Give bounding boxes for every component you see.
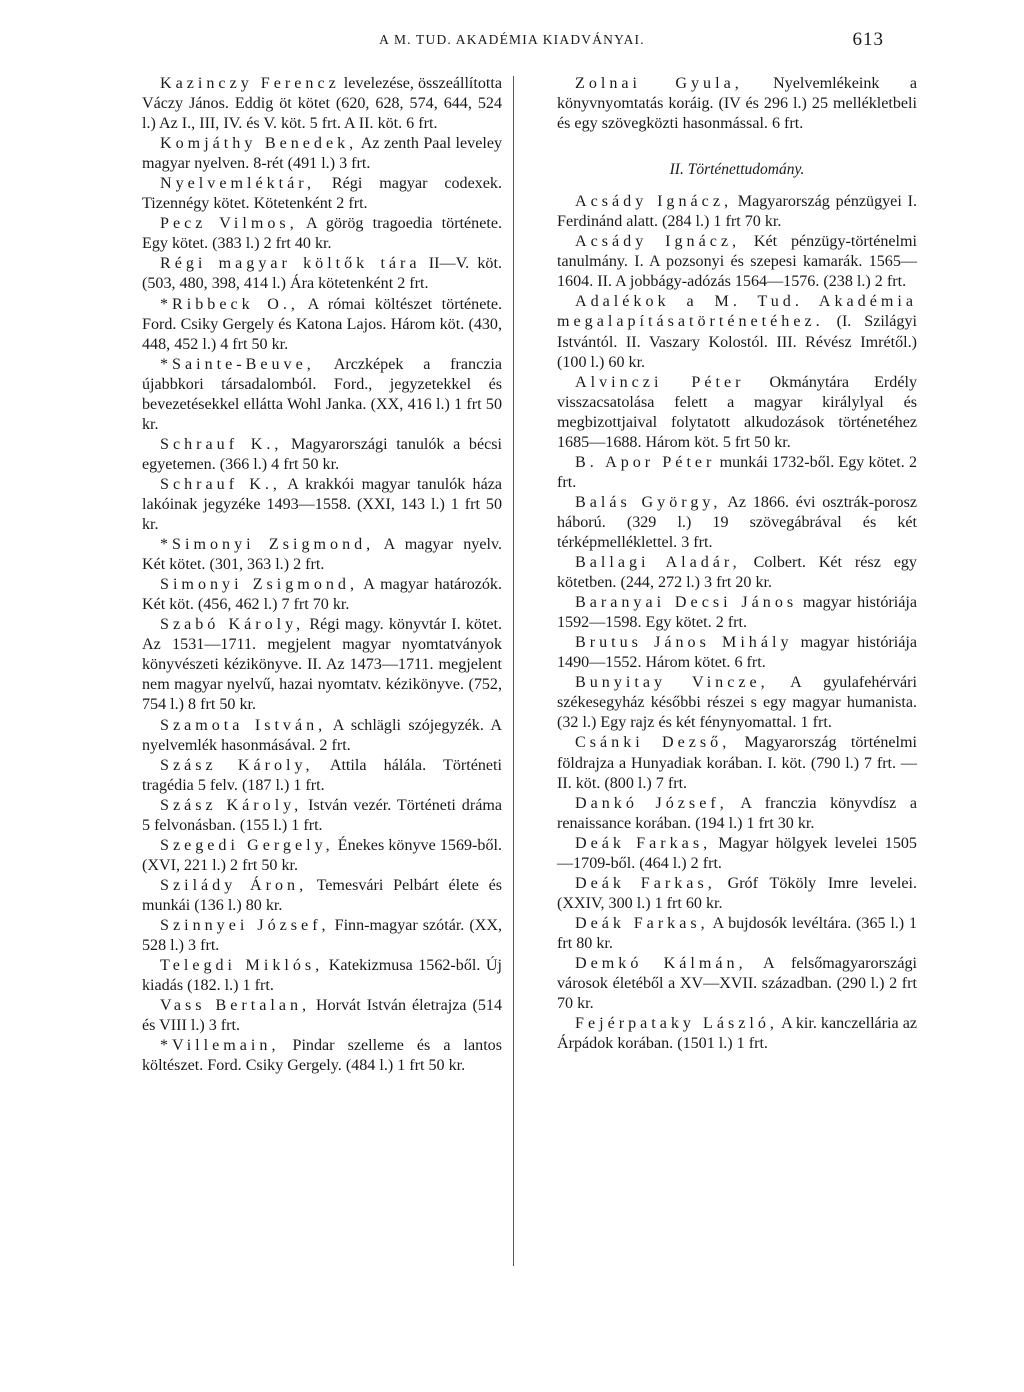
entry-author: Dankó József, — [575, 794, 728, 812]
entry-text: Pindar szelleme és a lantos költészet. Ford. Csiky Gergely. (484 l.) 1 frt 50 kr. — [142, 1037, 502, 1075]
page-number: 613 — [852, 29, 884, 50]
entry-author: Bunyitay Vincze, — [575, 674, 769, 692]
entry-text: Magyarország történelmi földrajza a Hunyadiak korában. I. köt. (790 l.) 7 frt. — II. köt. (800 l.) 7 frt. — [557, 734, 917, 792]
catalog-entry — [557, 232, 917, 292]
entry-text: A görög tragoedia története. Egy kötet. (383 l.) 2 frt 40 kr. — [142, 215, 502, 253]
entry-text: A kir. kanczellária az Árpádok korában. (1501 l.) 1 frt. — [557, 1015, 917, 1053]
catalog-entry — [142, 214, 502, 254]
catalog-entry — [142, 956, 502, 996]
entry-text: A magyar határozók. Két köt. (456, 462 l.) 7 frt 70 kr. — [142, 576, 502, 614]
entry-text: Katekizmusa 1562-ből. Új kiadás (182. l.) 1 frt. — [142, 957, 502, 995]
entry-author: Szamota István, — [160, 716, 327, 734]
entry-text: levelezése, összeállította Váczy János. Eddig öt kötet (620, 628, 574, 644, 524 l.) Az I., III, IV. és V. köt. 5 frt. A II. köt. 6 frt. — [142, 75, 503, 133]
entry-author: Deák Farkas, — [575, 874, 716, 892]
entry-text: A gyulafehérvári székesegyház későbbi részei s egy magyar humanista. (32 l.) Egy rajz és két fénynyomattal. 1 frt. — [557, 674, 917, 732]
entry-text: Régi magyar codexek. Tizennégy kötet. Kötetenként 2 frt. — [142, 175, 502, 213]
catalog-entry — [557, 74, 917, 134]
catalog-entry — [557, 733, 917, 793]
catalog-entry — [142, 836, 502, 876]
entry-author: Zolnai Gyula, — [575, 75, 743, 92]
entry-author: Acsády Ignácz, — [575, 233, 741, 251]
entry-author: *Villemain, — [160, 1037, 280, 1055]
right-column-bottom — [557, 192, 917, 1054]
catalog-entry — [557, 373, 917, 453]
catalog-entry — [142, 475, 502, 535]
entry-author: *Sainte-Beuve, — [160, 355, 315, 373]
entry-author: Szegedi Gergely, — [160, 836, 334, 854]
entry-text: Két pénzügy-történelmi tanulmány. I. A pozsonyi és szepesi kamarák. 1565—1604. II. A jobbágy-adózás 1564—1576. (238 l.) 2 frt. — [557, 233, 917, 291]
catalog-entry — [142, 174, 502, 214]
entry-author: Szász Károly, — [160, 756, 314, 774]
entry-text: István vezér. Történeti dráma 5 felvonásban. (155 l.) 1 frt. — [142, 796, 502, 834]
section-heading: II. Történettudomány. — [669, 161, 805, 179]
catalog-entry — [142, 575, 502, 615]
catalog-entry — [142, 615, 502, 715]
entry-text: A felsőmagyarországi városok életéből a XV—XVII. században. (290 l.) 2 frt 70 kr. — [557, 954, 917, 1013]
catalog-entry — [557, 192, 917, 232]
entry-text: Okmánytára Erdély visszacsatolása felett a magyar királylyal és megbizottjaival folytatott alkudozások történetéhez 1685—1688. Három köt. 5 frt 50 kr. — [557, 373, 917, 451]
entry-author: Nyelvemléktár, — [160, 175, 316, 193]
entry-author: Szinnyei József, — [160, 916, 330, 934]
entry-text: A római költészet története. Ford. Csiky Gergely és Katona Lajos. Három köt. (430, 448, 452 l.) 4 frt 50 kr. — [142, 295, 503, 353]
entry-text: Nyelvemlékeink a könyvnyomtatás koráig. (IV és 296 l.) 25 mellékletbeli és egy szövegközti hasonmással. 6 frt. — [557, 75, 917, 133]
entry-author: Demkó Kálmán, — [575, 954, 747, 972]
catalog-entry — [142, 435, 502, 475]
entry-author: Komjáthy Benedek, — [160, 135, 358, 153]
catalog-entry — [557, 292, 917, 372]
catalog-entry — [142, 254, 502, 294]
entry-author: Szabó Károly, — [160, 616, 305, 634]
catalog-entry — [142, 996, 502, 1036]
entry-text: Magyarországi tanulók a bécsi egyetemen. (366 l.) 4 frt 50 kr. — [142, 435, 502, 473]
catalog-entry — [557, 493, 917, 553]
entry-author: Régi magyar költők tára — [160, 255, 421, 273]
entry-author: *Ribbeck O., — [160, 295, 299, 313]
entry-text: Horvát István életrajza (514 és VIII l.) 3 frt. — [142, 997, 502, 1035]
catalog-entry — [557, 874, 917, 914]
entry-author: Telegdi Miklós, — [160, 957, 324, 975]
column-divider — [513, 76, 514, 1266]
entry-text: Az 1866. évi osztrák-porosz háború. (329 l.) 19 szövegábrával és két térképmelléklettel. 3 frt. — [557, 493, 917, 551]
entry-author: Baranyai Decsi János — [575, 594, 798, 612]
entry-author: Csánki Dezső, — [575, 734, 731, 752]
entry-author: Schrauf K., — [160, 475, 281, 493]
entry-text: Magyar hölgyek levelei 1505—1709-ből. (464 l.) 2 frt. — [557, 834, 917, 872]
right-column-top — [557, 74, 917, 134]
entry-author: Vass Bertalan, — [160, 997, 311, 1015]
catalog-entry — [142, 355, 502, 435]
catalog-entry — [557, 794, 917, 834]
entry-author: Pecz Vilmos, — [160, 215, 298, 233]
catalog-entry — [557, 633, 917, 673]
entry-text: Az zenth Paal leveley magyar nyelven. 8-rét (491 l.) 3 frt. — [142, 135, 503, 173]
catalog-entry — [557, 834, 917, 874]
catalog-entry — [557, 553, 917, 593]
catalog-entry — [557, 1014, 917, 1054]
entry-text: A bujdosók levéltára. (365 l.) 1 frt 80 kr. — [557, 914, 917, 952]
entry-text: A schlägli szójegyzék. A nyelvemlék hasonmásával. 2 frt. — [142, 716, 502, 754]
entry-text: munkái 1732-ből. Egy kötet. 2 frt. — [557, 453, 918, 491]
entry-author: Schrauf K., — [160, 435, 283, 453]
entry-text: A krakkói magyar tanulók háza lakóinak jegyzéke 1493—1558. (XXI, 143 l.) 1 frt 50 kr. — [142, 475, 502, 534]
entry-text: magyar históriája 1592—1598. Egy kötet. 2 frt. — [557, 594, 917, 632]
entry-author: Deák Farkas, — [575, 834, 712, 852]
entry-text: Temesvári Pelbárt élete és munkái (136 l.) 80 kr. — [142, 876, 502, 914]
entry-text: Finn-magyar szótár. (XX, 528 l.) 3 frt. — [142, 916, 502, 955]
catalog-entry — [557, 593, 917, 633]
catalog-entry — [557, 453, 917, 493]
entry-text: (I. Szilágyi Istvántól. II. Vaszary Kolostól. III. Révész Imrétől.) (100 l.) 60 kr. — [557, 313, 917, 371]
entry-text: Gróf Tököly Imre levelei. (XXIV, 300 l.) 1 frt 60 kr. — [557, 874, 917, 912]
entry-text: II—V. köt. (503, 480, 398, 414 l.) Ára kötetenként 2 frt. — [142, 255, 502, 293]
entry-author: Szász Károly, — [160, 796, 303, 814]
left-column — [142, 74, 502, 1076]
catalog-entry — [142, 756, 502, 796]
entry-text: A franczia könyvdísz a renaissance korában. (194 l.) 1 frt 30 kr. — [557, 794, 917, 832]
entry-text: magyar históriája 1490—1552. Három kötet. 6 frt. — [557, 634, 917, 672]
entry-author: Alvinczi Péter — [575, 373, 745, 391]
catalog-entry — [142, 295, 502, 355]
entry-author: Acsády Ignácz, — [575, 193, 732, 211]
catalog-entry — [142, 535, 502, 575]
entry-author: Brutus János Mihály — [575, 634, 793, 652]
right-column — [557, 74, 917, 1054]
entry-text: Magyarország pénzügyei I. Ferdinánd alatt. (284 l.) 1 frt 70 kr. — [557, 193, 917, 231]
entry-text: Régi magy. könyvtár I. kötet. Az 1531—1711. megjelent magyar nyomtatványok könyvészeti kézikönyve. II. Az 1473—1711. megjelent nem magyar nyelvű, hazai nyomtatv. kézikönyve. (752, 754 l.) 8 frt 50 kr. — [142, 616, 502, 714]
entry-author: Balás György, — [575, 493, 722, 511]
catalog-entry — [142, 134, 502, 174]
entry-text: Énekes könyve 1569-ből. (XVI, 221 l.) 2 frt 50 kr. — [142, 836, 502, 874]
catalog-entry — [142, 796, 502, 836]
running-title: A M. TUD. AKADÉMIA KIADVÁNYAI. — [379, 32, 645, 47]
entry-text: Attila hálála. Történeti tragédia 5 felv. (187 l.) 1 frt. — [142, 756, 502, 794]
entry-author: Simonyi Zsigmond, — [160, 576, 358, 594]
catalog-entry — [142, 1036, 502, 1076]
entry-author: Deák Farkas, — [575, 914, 709, 932]
entry-text: Colbert. Két rész egy kötetben. (244, 272 l.) 3 frt 20 kr. — [557, 554, 917, 592]
catalog-entry — [557, 954, 917, 1014]
entry-text: A magyar nyelv. Két kötet. (301, 363 l.) 2 frt. — [142, 536, 502, 574]
entry-author: B. Apor Péter — [575, 453, 716, 471]
entry-author: Kazinczy Ferencz — [160, 75, 340, 92]
entry-author: Fejérpataky László, — [575, 1015, 778, 1033]
catalog-entry — [557, 914, 917, 954]
catalog-entry — [142, 876, 502, 916]
entry-text: Arczképek a franczia újabbkori társadalomból. Ford., jegyzetekkel és bevezetésekkel ellátta Wohl Janka. (XX, 416 l.) 1 frt 50 kr. — [142, 355, 502, 433]
catalog-entry — [142, 716, 502, 756]
entry-author: Adalékok a M. Tud. Akadémia megalapításatörténetéhez. — [557, 293, 917, 331]
catalog-entry — [557, 673, 917, 733]
catalog-entry — [142, 916, 502, 956]
entry-author: Szilády Áron, — [160, 876, 308, 894]
page-header — [140, 22, 884, 56]
entry-author: Ballagi Aladár, — [575, 554, 741, 572]
catalog-entry — [142, 74, 502, 134]
entry-author: *Simonyi Zsigmond, — [160, 536, 375, 554]
